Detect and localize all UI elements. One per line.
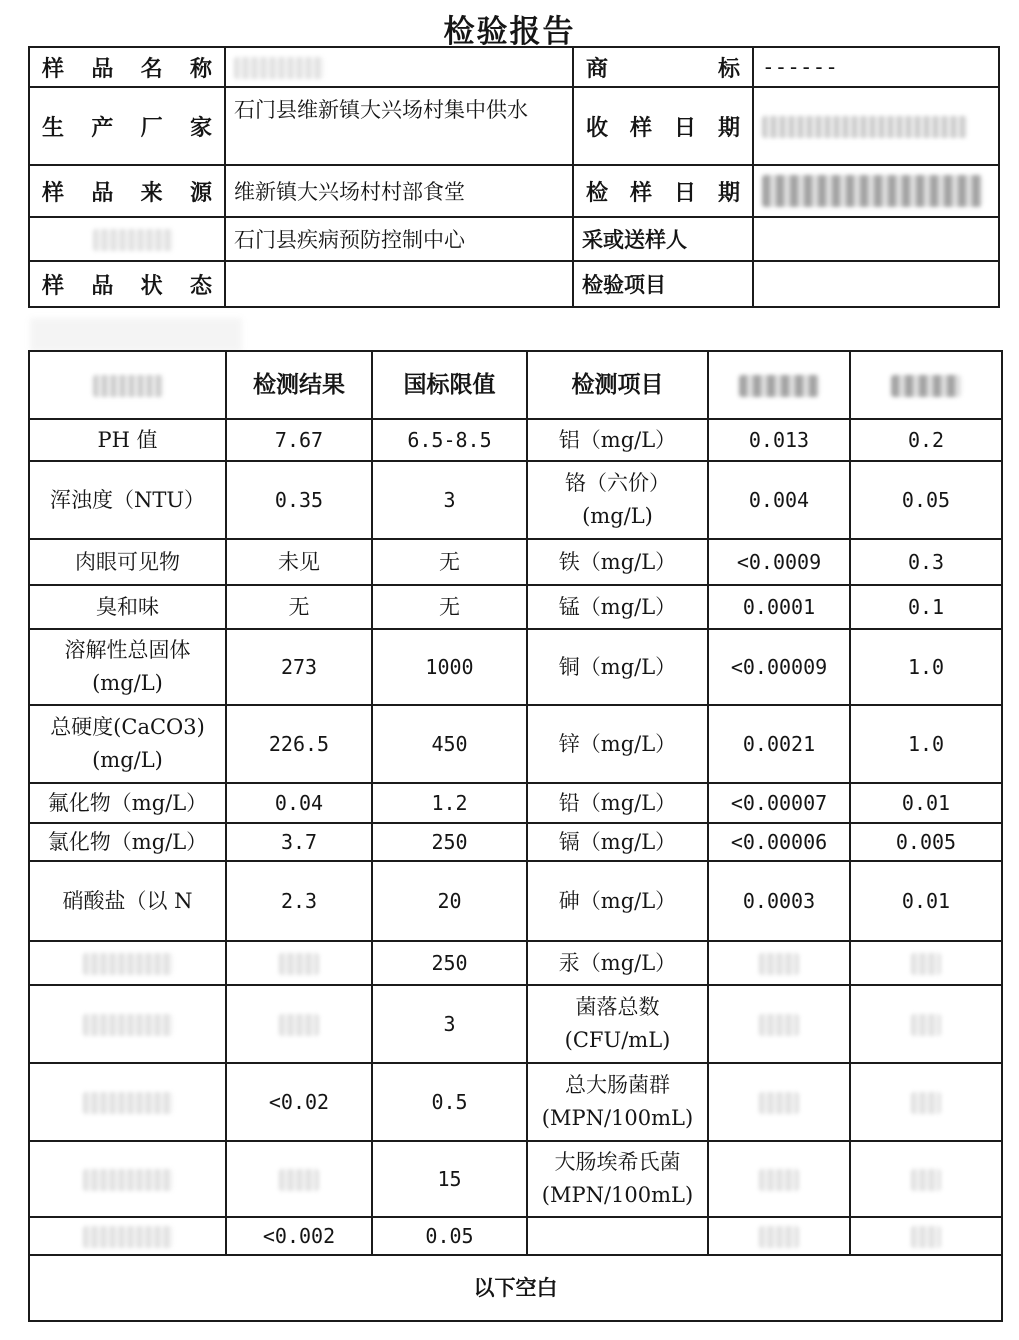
- cell-item1: [29, 1063, 226, 1141]
- cell-result2: 0.0021: [708, 705, 850, 783]
- cell-limit1: 1000: [372, 629, 527, 705]
- cell-limit2: 0.01: [850, 783, 1002, 823]
- redacted-value: [911, 953, 941, 975]
- manufacturer-value: 石门县维新镇大兴场村集中供水: [225, 87, 573, 165]
- table-row: [29, 783, 1002, 823]
- source-value: 维新镇大兴场村村部食堂: [225, 165, 573, 217]
- cell-result1: <0.02: [226, 1063, 372, 1141]
- cell-result1: [226, 941, 372, 985]
- cell-item2: 锌（mg/L）: [527, 705, 708, 783]
- receive-date-value: [753, 87, 999, 165]
- cell-item2: 锰（mg/L）: [527, 585, 708, 629]
- redacted-value: [911, 1014, 941, 1036]
- test-items-label: 检验项目: [573, 261, 753, 307]
- table-row: [29, 1063, 1002, 1141]
- header-item: 检测项目: [527, 351, 708, 419]
- trademark-label: 商 标: [573, 47, 753, 87]
- cell-result2: <0.0009: [708, 539, 850, 585]
- cell-result2: 0.013: [708, 419, 850, 461]
- cell-limit2: [850, 1141, 1002, 1217]
- cell-result2: [708, 1141, 850, 1217]
- cell-result1: 未见: [226, 539, 372, 585]
- cell-result1: 0.04: [226, 783, 372, 823]
- cell-item1: [29, 941, 226, 985]
- cell-item1: 肉眼可见物: [29, 539, 226, 585]
- cell-item2: 铜（mg/L）: [527, 629, 708, 705]
- receive-date-label: 收 样 日 期: [573, 87, 753, 165]
- table-row: [29, 419, 1002, 461]
- redacted-value: [759, 953, 799, 975]
- cell-result2: 0.0001: [708, 585, 850, 629]
- cell-item1: [29, 985, 226, 1063]
- table-row: [29, 985, 1002, 1063]
- table-row: [29, 539, 1002, 585]
- cell-result1: 无: [226, 585, 372, 629]
- cell-limit2: 0.05: [850, 461, 1002, 539]
- redacted-value: [279, 1014, 319, 1036]
- results-table: [28, 350, 1003, 1322]
- cell-limit2: 0.3: [850, 539, 1002, 585]
- cell-item2: 铁（mg/L）: [527, 539, 708, 585]
- redacted-value: [759, 1169, 799, 1191]
- cell-result2: 0.004: [708, 461, 850, 539]
- cell-result1: 0.35: [226, 461, 372, 539]
- cell-result1: 7.67: [226, 419, 372, 461]
- table-row: [29, 1141, 1002, 1217]
- redacted-value: [83, 953, 173, 975]
- cell-limit1: 6.5-8.5: [372, 419, 527, 461]
- sampler-value: [753, 217, 999, 261]
- cell-limit1: 无: [372, 539, 527, 585]
- cell-result2: [708, 1063, 850, 1141]
- redacted-value: [83, 1169, 173, 1191]
- header-item-redacted: [29, 351, 226, 419]
- cell-limit2: [850, 985, 1002, 1063]
- cell-item1: 硝酸盐（以 N: [29, 861, 226, 941]
- redacted-value: [911, 1226, 941, 1248]
- redacted-value: [759, 1014, 799, 1036]
- table-row: [29, 705, 1002, 783]
- cell-result2: <0.00006: [708, 823, 850, 861]
- cell-limit1: 20: [372, 861, 527, 941]
- cell-result1: 2.3: [226, 861, 372, 941]
- cell-item2: 砷（mg/L）: [527, 861, 708, 941]
- trademark-value: ------: [753, 47, 999, 87]
- header-result: 检测结果: [226, 351, 372, 419]
- table-row: [29, 861, 1002, 941]
- header-result-redacted: [708, 351, 850, 419]
- redacted-value: [279, 1169, 319, 1191]
- cell-item2: 菌落总数 (CFU/mL): [527, 985, 708, 1063]
- redacted-strip: [30, 318, 242, 352]
- header-limit-redacted: [850, 351, 1002, 419]
- cell-item2: 总大肠菌群 (MPN/100mL): [527, 1063, 708, 1141]
- cell-item1: [29, 1141, 226, 1217]
- cell-item1: 臭和味: [29, 585, 226, 629]
- cell-result1: <0.002: [226, 1217, 372, 1255]
- cell-limit2: 1.0: [850, 629, 1002, 705]
- cell-item1: 溶解性总固体 (mg/L): [29, 629, 226, 705]
- cell-limit1: 450: [372, 705, 527, 783]
- table-row: [29, 629, 1002, 705]
- redacted-value: [83, 1226, 173, 1248]
- sample-info-table: [28, 46, 1000, 308]
- redacted-value: [83, 1014, 173, 1036]
- test-items-value: [753, 261, 999, 307]
- cell-item1: 氟化物（mg/L）: [29, 783, 226, 823]
- table-row: [29, 823, 1002, 861]
- test-date-label: 检 样 日 期: [573, 165, 753, 217]
- cell-item1: [29, 1217, 226, 1255]
- table-row: [29, 585, 1002, 629]
- cell-item2: [527, 1217, 708, 1255]
- cell-limit2: 0.005: [850, 823, 1002, 861]
- cell-item1: 氯化物（mg/L）: [29, 823, 226, 861]
- cell-item2: 镉（mg/L）: [527, 823, 708, 861]
- sampler-label: 采或送样人: [573, 217, 753, 261]
- sample-status-value: [225, 261, 573, 307]
- cell-limit1: 15: [372, 1141, 527, 1217]
- table-row: [29, 1217, 1002, 1255]
- table-row: [29, 461, 1002, 539]
- cell-limit2: 1.0: [850, 705, 1002, 783]
- cell-result1: 226.5: [226, 705, 372, 783]
- cell-result2: <0.00009: [708, 629, 850, 705]
- cell-limit1: 3: [372, 985, 527, 1063]
- header-limit: 国标限值: [372, 351, 527, 419]
- redacted-value: [279, 953, 319, 975]
- unit-value: 石门县疾病预防控制中心: [225, 217, 573, 261]
- cell-limit2: [850, 1217, 1002, 1255]
- sample-name-label: 样 品 名 称: [29, 47, 225, 87]
- sample-name-value: [225, 47, 573, 87]
- redacted-value: [911, 1092, 941, 1114]
- cell-result1: 3.7: [226, 823, 372, 861]
- cell-limit2: 0.2: [850, 419, 1002, 461]
- redacted-value: [759, 1092, 799, 1114]
- redacted-value: [759, 1226, 799, 1248]
- cell-item1: PH 值: [29, 419, 226, 461]
- cell-result2: 0.0003: [708, 861, 850, 941]
- test-date-value: [753, 165, 999, 217]
- cell-limit1: 250: [372, 823, 527, 861]
- cell-result2: [708, 941, 850, 985]
- table-row: [29, 941, 1002, 985]
- cell-item2: 铅（mg/L）: [527, 783, 708, 823]
- cell-item2: 铝（mg/L）: [527, 419, 708, 461]
- cell-item2: 大肠埃希氏菌 (MPN/100mL): [527, 1141, 708, 1217]
- cell-limit1: 1.2: [372, 783, 527, 823]
- cell-limit1: 0.5: [372, 1063, 527, 1141]
- cell-result2: <0.00007: [708, 783, 850, 823]
- sample-status-label: 样 品 状 态: [29, 261, 225, 307]
- unit-label: [29, 217, 225, 261]
- report-title: 检验报告: [443, 14, 576, 50]
- cell-result1: [226, 1141, 372, 1217]
- cell-item2: 汞（mg/L）: [527, 941, 708, 985]
- cell-limit2: 0.1: [850, 585, 1002, 629]
- cell-result2: [708, 985, 850, 1063]
- cell-item2: 铬（六价）(mg/L): [527, 461, 708, 539]
- cell-limit1: 0.05: [372, 1217, 527, 1255]
- cell-result1: [226, 985, 372, 1063]
- cell-limit2: [850, 1063, 1002, 1141]
- manufacturer-label: 生 产 厂 家: [29, 87, 225, 165]
- cell-item1: 总硬度(CaCO3) (mg/L): [29, 705, 226, 783]
- cell-limit1: 3: [372, 461, 527, 539]
- blank-below-note: 以下空白: [29, 1255, 1002, 1321]
- cell-result1: 273: [226, 629, 372, 705]
- cell-limit1: 无: [372, 585, 527, 629]
- cell-limit2: [850, 941, 1002, 985]
- redacted-value: [83, 1092, 173, 1114]
- cell-limit1: 250: [372, 941, 527, 985]
- source-label: 样 品 来 源: [29, 165, 225, 217]
- results-header-row: [29, 351, 1002, 419]
- redacted-value: [911, 1169, 941, 1191]
- cell-item1: 浑浊度（NTU）: [29, 461, 226, 539]
- cell-result2: [708, 1217, 850, 1255]
- cell-limit2: 0.01: [850, 861, 1002, 941]
